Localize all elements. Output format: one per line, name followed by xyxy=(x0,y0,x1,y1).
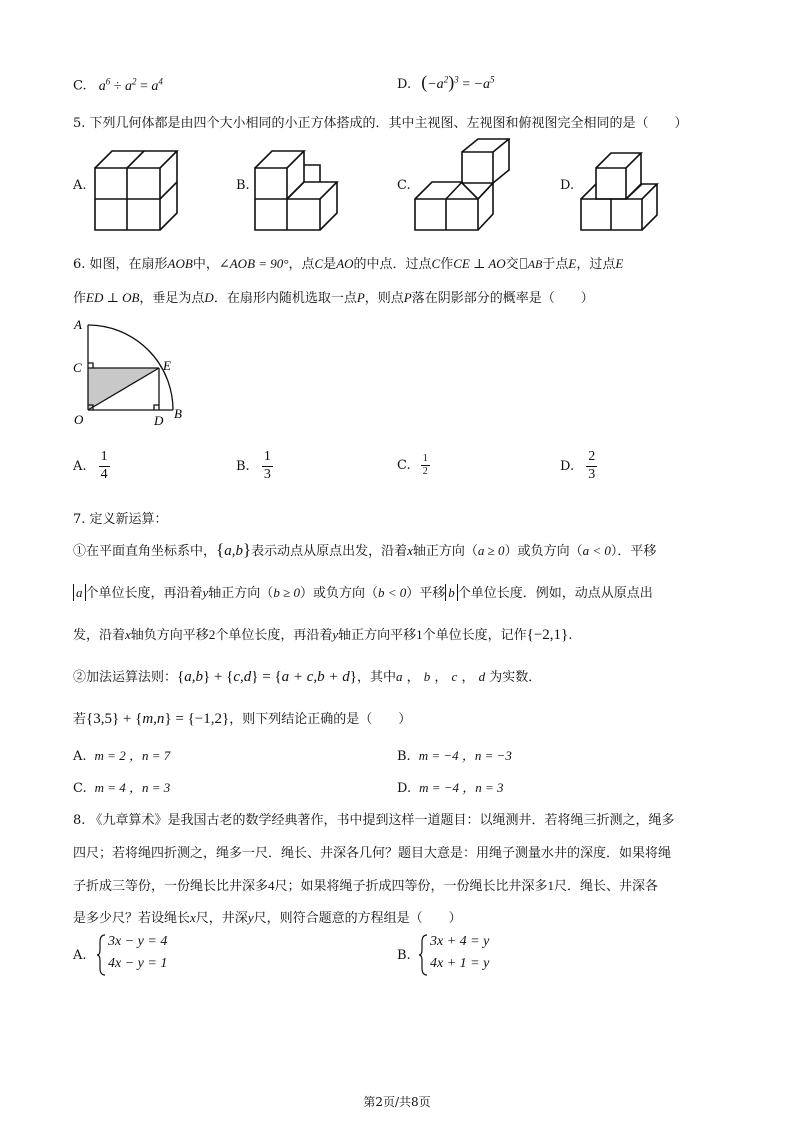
q7-para4: ②加法运算法则：{a,b} + {c,d} = {a + c,b + d}，其中a ， b ， c ， d 为实数． xyxy=(73,669,542,685)
q6-stem-line2: 作ED ⊥ OB，垂足为点D．在扇形内随机选取一点P，则点P落在阴影部分的概率是（ ） xyxy=(73,290,594,306)
label-c: C xyxy=(73,360,82,375)
option-label: C. xyxy=(73,78,87,94)
q4-option-c: C. $a^6 \div a^2 = a^4$ xyxy=(73,76,163,94)
q7-option-c: C. m = 4 ，n = 3 xyxy=(73,780,171,796)
label-a: A xyxy=(74,317,82,332)
q7-para1: ①在平面直角坐标系中，{a,b}表示动点从原点出发，沿着x轴正方向（a ≥ 0）或负方向（a < 0）．平移 xyxy=(73,540,657,559)
q7-para2: a 个单位长度，再沿着y轴正方向（b ≥ 0）或负方向（b < 0）平移 b 个单位长度．例如，动点从原点出 xyxy=(73,582,653,601)
q7-para3: 发，沿着x轴负方向平移2个单位长度，再沿着y轴正方向平移1个单位长度，记作{−2,1}. xyxy=(73,627,573,643)
q5-figure-b xyxy=(250,138,350,236)
q5-figure-c xyxy=(410,138,510,236)
q7-para5: 若{3,5} + {m,n} = {−1,2}，则下列结论正确的是（ ） xyxy=(73,711,412,727)
q5-option-c-label: C. xyxy=(397,178,411,193)
q5-option-b-label: B. xyxy=(236,178,250,193)
q6-sector-figure xyxy=(70,315,190,430)
q6-option-c: C. $\frac{1}{2}$ xyxy=(397,453,428,477)
q5-figure-a xyxy=(90,138,190,236)
q8-line3: 子折成三等份，一份绳长比井深多4尺；如果将绳子折成四等份，一份绳长比井深多1尺．绳长、井深各 xyxy=(73,878,659,894)
q5-option-a-label: A. xyxy=(73,178,87,193)
q7-option-d: D. m = −4 ，n = 3 xyxy=(397,780,504,796)
q4-option-d: D. $(-a^2)^3 = -a^5$ xyxy=(397,72,495,92)
label-d: D xyxy=(154,413,164,428)
q6-stem-line1: 6. 如图，在扇形AOB中，∠AOB = 90°，点C是AO的中点．过点C作CE ⊥ AO交 AB于点E，过点E xyxy=(73,256,624,272)
page-footer: 第2页/共8页 xyxy=(363,1095,431,1109)
q8-option-a: A. xyxy=(73,948,87,963)
q6-option-d: D. $\frac{2}{3}$ xyxy=(560,449,596,482)
q7-option-a: A. m = 2 ，n = 7 xyxy=(73,748,171,764)
q6-option-b: B. $\frac{1}{3}$ xyxy=(236,449,271,482)
label-b: B xyxy=(174,406,182,421)
q5-figure-d xyxy=(576,138,676,236)
label-e: E xyxy=(163,358,171,373)
q8-line2: 四尺；若将绳四折测之，绳多一尺．绳长、井深各几何？题目大意是：用绳子测量水井的深度．如果将绳 xyxy=(73,846,672,861)
brace-icon xyxy=(96,934,106,976)
q8-line4: 是多少尺？若设绳长x尺，井深y尺，则符合题意的方程组是（ ） xyxy=(73,910,462,926)
option-label: D. xyxy=(397,77,412,92)
q5-option-d-label: D. xyxy=(560,178,575,193)
q7-title: 7. 定义新运算： xyxy=(73,512,168,527)
q6-option-a: A. $\frac{1}{4}$ xyxy=(73,449,108,482)
q7-option-b: B. m = −4 ，n = −3 xyxy=(397,748,512,764)
q8-line1: 8. 《九章算术》是我国古老的数学经典著作，书中提到这样一道题目：以绳测井．若将绳三折测之，绳多 xyxy=(73,813,675,828)
q8-option-b: B. xyxy=(397,948,411,963)
label-o: O xyxy=(74,412,84,427)
q5-stem: 5. 下列几何体都是由四个大小相同的小正方体搭成的．其中主视图、左视图和俯视图完全相同的是（ ） xyxy=(73,116,688,131)
brace-icon xyxy=(418,934,428,976)
